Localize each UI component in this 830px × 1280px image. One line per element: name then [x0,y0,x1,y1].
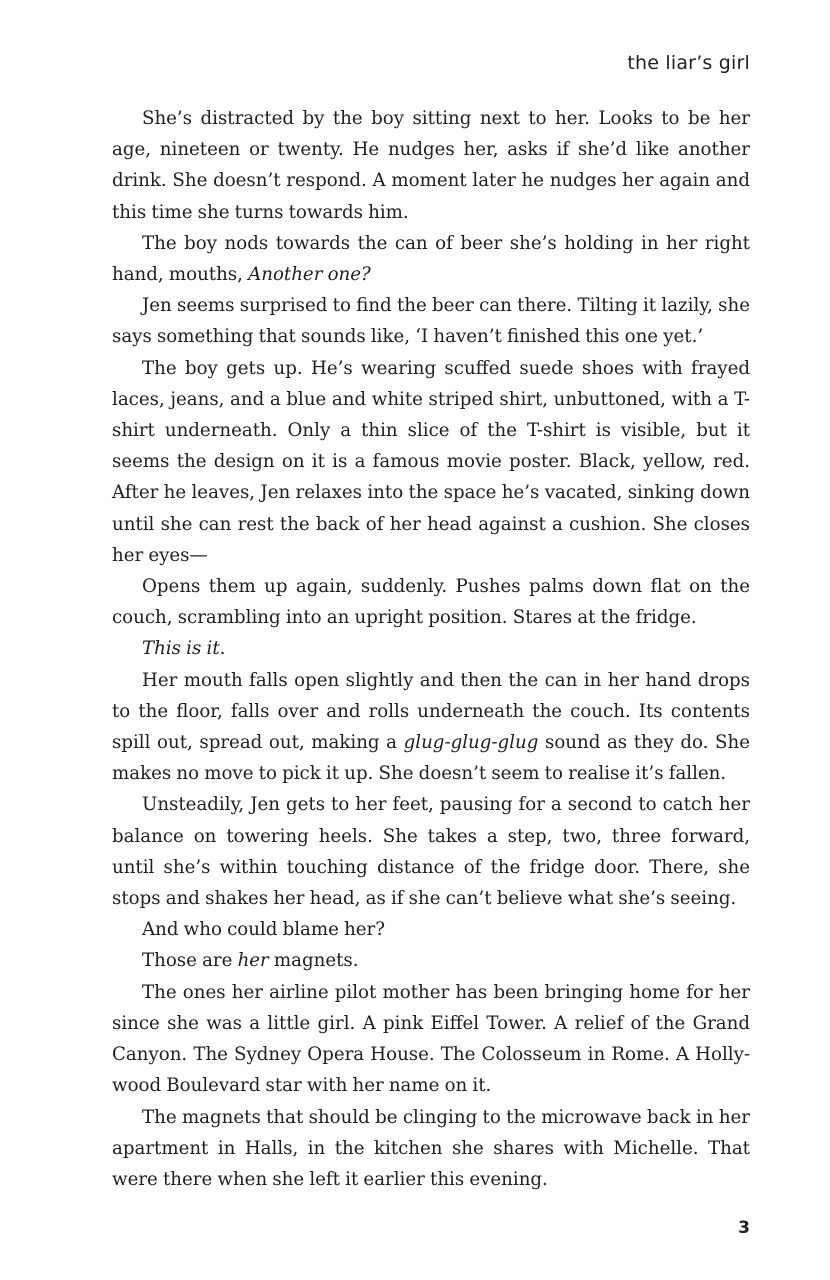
running-head: the liar’s girl [627,52,750,74]
text-run: Those are [142,950,238,972]
text-run: Unsteadily, Jen gets to her feet, pausing for a second to catch her balance on towering heels. She takes a step, two, three forward, until she’s within touching distance of the fridge door. There, she stops and shakes her head, as if she can’t believe what she’s seeing. [112,794,750,910]
text-run: magnets. [268,950,359,972]
paragraph [112,945,750,976]
paragraph [112,914,750,945]
italic-text: This is it [142,638,220,660]
paragraph [112,228,750,290]
text-run: And who could blame her? [142,919,385,941]
page-number: 3 [738,1218,750,1238]
text-run: The magnets that should be clinging to the microwave back in her apartment in Halls, in the kitchen she shares with Michelle. That were there when she left it earlier this evening. [112,1106,750,1190]
paragraph [112,353,750,571]
body-text [112,103,750,1195]
text-run: Jen seems surprised to find the beer can there. Tilting it lazily, she says something that sounds like, ‘I haven’t finished this one yet.’ [112,295,750,348]
italic-text: her [237,950,269,972]
text-run: She’s distracted by the boy sitting next to her. Looks to be her age, nineteen or twenty. He nudges her, asks if she’d like another drink. She doesn’t respond. A moment later he nudges her again and this time she turns towards him. [112,108,750,223]
paragraph [112,789,750,914]
text-run: The boy nods towards the can of beer she’s holding in her right hand, mouths, [112,232,750,286]
paragraph [112,571,750,633]
text-run: Her mouth falls open slightly and then the can in her hand drops to the floor, falls over and rolls underneath the couch. Its contents spill out, spread out, making a [112,669,750,754]
text-run: The boy gets up. He’s wearing scuffed suede shoes with frayed laces, jeans, and a blue and white striped shirt, unbuttoned, with a T-shirt underneath. Only a thin slice of the T-shirt is visible, but it seems the design on it is a famous movie poster. Black, yellow, red. After he leaves, Jen relaxes into the space he’s vacated, sinking down until she can rest the back of her head against a cushion. She closes her eyes— [112,357,750,566]
paragraph [112,633,750,664]
paragraph [112,103,750,228]
text-run: The ones her airline pilot mother has been bringing home for her since she was a little girl. A pink Eiffel Tower. A relief of the Grand Canyon. The Sydney Opera House. The Colosseum in Rome. A Holly-wood Boulevard star with her name on it. [112,981,750,1097]
italic-text: Another one? [248,264,371,286]
text-run: . [219,638,226,660]
paragraph [112,977,750,1102]
italic-text: glug-glug-glug [403,732,539,754]
text-run: Opens them up again, suddenly. Pushes palms down flat on the couch, scrambling into an upright position. Stares at the fridge. [112,576,750,629]
paragraph [112,665,750,790]
paragraph [112,290,750,352]
paragraph [112,1102,750,1196]
text-run: sound as they do. She makes no move to pick it up. She doesn’t seem to realise it’s fallen. [112,732,750,785]
